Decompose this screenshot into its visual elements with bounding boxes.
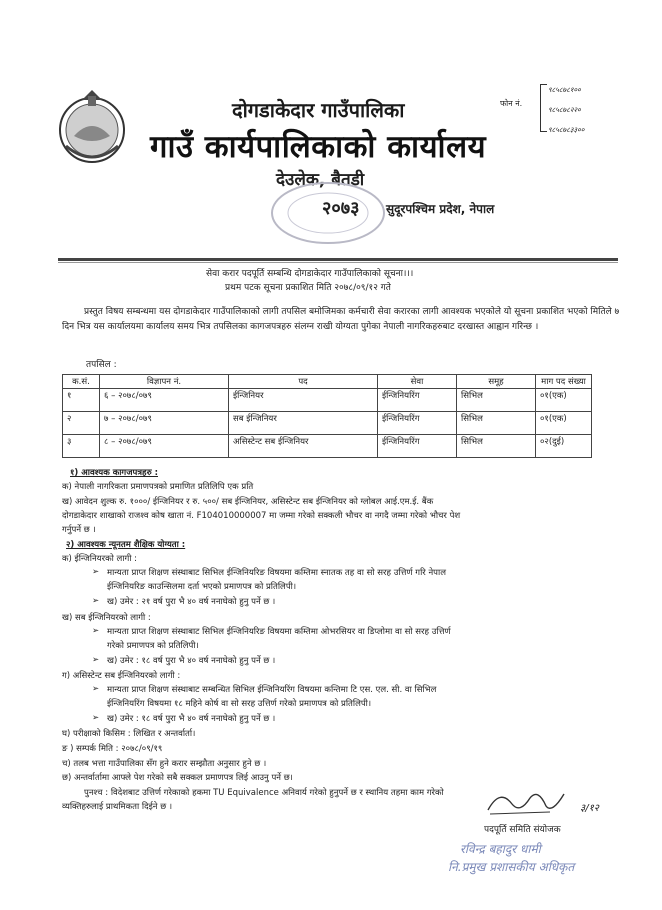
table-cell: ३	[63, 435, 100, 458]
phone-number: ९८५८७८३३००	[548, 126, 585, 134]
salary-note: च) तलब भत्ता गाउँपालिका सँग हुने करार सम्झौता अनुसार हुने छ ।	[62, 759, 267, 769]
phone-label: फोन नं.	[500, 99, 523, 108]
table-cell: २	[63, 412, 100, 435]
table-cell: सिभिल	[457, 412, 536, 435]
municipality-emblem-logo	[52, 86, 132, 166]
table-cell: ईन्जिनियरिंग	[378, 412, 457, 435]
engineer-age: ख) उमेर : २१ वर्ष पुरा भै ४० वर्ष ननाघेको हुनु पर्ने छ ।	[107, 597, 276, 607]
engineer-qualification: मान्यता प्राप्त शिक्षण संस्थाबाट सिभिल ईन्जिनियरिङ विषयमा कम्तिमा स्नातक तह वा सो सरह उत्तिर्ण गरि नेपाल	[107, 568, 446, 578]
arrow-icon: ➢	[92, 684, 100, 694]
signatory-name: रविन्द्र बहादुर धामी	[460, 842, 541, 856]
asst-sub-engineer-age: ख) उमेर : १८ वर्ष पुरा भै ४० वर्ष ननाघेको हुनु पर्ने छ ।	[107, 714, 276, 724]
table-row	[63, 389, 592, 412]
sub-engineer-qualification: मान्यता प्राप्त शिक्षण संस्थाबाट सिभिल ईन्जिनियरिङ विषयमा कम्तिमा ओभरसियर वा डिप्लोमा वा सो सरह उत्तिर्ण	[107, 627, 451, 637]
table-row	[63, 412, 592, 435]
doc-item-fee-cont: दोगडाकेदार शाखाको राजश्व कोष खाता नं. F104010000007 मा जम्मा गरेको सक्कली भौचर वा नगदै जम्मा गरेको भौचर पेश	[62, 511, 461, 521]
notice-body: प्रस्तुत विषय सम्बन्धमा यस दोगडाकेदार गाउँपालिकाको लागी तपसिल बमोजिमका कर्मचारी सेवा करारका लागी आवश्यक भएकोले यो सूचना प्रकाशित भएको मितिले ७ दिन भित्र यस कार्यालयमा कार्यालय समय भित्र तपसिलका कागजपत्रहरु संलग्न राखी योग्यता पुगेका नेपाली नागरिकहरुबाट दरखास्त आह्वान गरिन्छ ।	[62, 307, 620, 332]
signatory-role: पदपूर्ति समिति संयोजक	[484, 825, 561, 835]
signatory-stamp	[448, 840, 574, 876]
phone-brace	[540, 84, 547, 132]
table-cell: ६ – २०७८/०७९	[100, 389, 229, 412]
notice-subtitle: प्रथम पटक सूचना प्रकाशित मिति २०७८/०९/१२ गते	[225, 283, 391, 293]
table-header-row	[63, 375, 592, 389]
table-cell: सब ईन्जिनियर	[229, 412, 378, 435]
column-header: सेवा	[378, 375, 457, 389]
section-heading-documents: १) आवश्यक कागजपत्रहरु :	[70, 468, 159, 478]
column-header: समूह	[457, 375, 536, 389]
column-header: पद	[229, 375, 378, 389]
table-cell: ईन्जिनियर	[229, 389, 378, 412]
contact-date: ङ ) सम्पर्क मिति : २०७८/०९/१९	[62, 744, 163, 754]
header-divider-thin	[58, 262, 618, 263]
exam-type: घ) परीक्षाको किसिम : लिखित र अन्तर्वार्ता।	[62, 729, 196, 739]
asst-sub-engineer-qualification-cont: ईन्जिनियरिंग विषयमा १८ महिने कोर्ष वा सो सरह उत्तिर्ण गरेको प्रमाणपत्र को प्रतिलिपी।	[107, 699, 372, 709]
table-cell: ८ – २०७८/०७९	[100, 435, 229, 458]
signatory-title: नि.प्रमुख प्रशासकीय अधिकृत	[448, 860, 575, 874]
column-header: विज्ञापन नं.	[100, 375, 229, 389]
postscript-note-cont: व्यक्तिहरुलाई प्राथमिकता दिईने छ ।	[62, 802, 173, 812]
phone-number: ९८५८७८१००	[548, 86, 581, 94]
doc-item-citizenship: क) नेपाली नागरिकता प्रमाणपत्रको प्रमाणित प्रतिलिपि एक प्रति	[62, 482, 254, 492]
asst-sub-engineer-qualification: मान्यता प्राप्त शिक्षण संस्थाबाट सम्बन्धित सिभिल ईन्जिनियरिंग विषयमा कन्तिमा टि एस. एल. सी. वा सिभिल	[107, 685, 437, 695]
phone-number: ९८५८७८२२०	[548, 106, 581, 114]
signature-date: ३/१२	[580, 803, 599, 814]
signature-scribble	[480, 780, 580, 820]
office-stamp	[268, 178, 388, 248]
vacancy-table	[62, 374, 592, 458]
engineer-heading: क) ईन्जिनियरको लागी :	[62, 554, 138, 564]
office-location: देउलेक, बैतडी	[276, 170, 365, 190]
table-cell: ईन्जिनियरिंग	[378, 389, 457, 412]
column-header: क.सं.	[63, 375, 100, 389]
table-cell: ७ – २०७८/०७९	[100, 412, 229, 435]
arrow-icon: ➢	[92, 713, 100, 723]
sub-engineer-heading: ख) सब ईन्जिनियरको लागी :	[62, 613, 151, 623]
sub-engineer-age: ख) उमेर : १८ वर्ष पुरा भै ४० वर्ष ननाघेको हुनु पर्ने छ ।	[107, 656, 276, 666]
arrow-icon: ➢	[92, 567, 100, 577]
province-label: सुदूरपश्चिम प्रदेश, नेपाल	[386, 202, 495, 216]
table-cell: ०१(एक)	[536, 412, 592, 435]
table-cell: असिस्टेन्ट सब ईन्जिनियर	[229, 435, 378, 458]
notice-title: सेवा करार पदपूर्ति सम्बन्धि दोगडाकेदार गाउँपालिकाको सूचना।।।	[206, 269, 414, 279]
office-title: गाउँ कार्यपालिकाको कार्यालय	[150, 129, 487, 165]
asst-sub-engineer-heading: ग) असिस्टेन्ट सब ईन्जिनियरको लागी :	[62, 671, 181, 681]
table-cell: ०२(दुई)	[536, 435, 592, 458]
tapasil-label: तपसिल :	[86, 360, 117, 370]
doc-item-fee-end: गर्नुपर्ने छ ।	[62, 525, 96, 535]
column-header: माग पद संख्या	[536, 375, 592, 389]
phone-list	[548, 80, 584, 140]
table-cell: सिभिल	[457, 435, 536, 458]
established-year: २०७३	[322, 198, 360, 219]
engineer-qualification-cont: ईन्जिनियरिङ काउन्सिलमा दर्ता भएको प्रमाणपत्र को प्रतिलिपी।	[107, 582, 297, 592]
section-heading-qualification: २) आवश्यक न्यूनतम शैक्षिक योग्यता :	[66, 540, 186, 550]
table-cell: सिभिल	[457, 389, 536, 412]
arrow-icon: ➢	[92, 655, 100, 665]
sub-engineer-qualification-cont: गरेको प्रमाणपत्र को प्रतिलिपी।	[107, 641, 199, 651]
header-divider	[58, 258, 618, 261]
interview-note: छ) अन्तर्वार्तामा आफ्ले पेश गरेको सबै सक्कल प्रमाणपत्र लिई आउनु पर्ने छ।	[62, 773, 293, 783]
postscript-note: पुनश्च : विदेशबाट उत्तिर्ण गरेकाको हकमा TU Equivalence अनिवार्य गरेको हुनुपर्ने छ र स्थानिय तहमा काम गरेको	[84, 788, 444, 798]
arrow-icon: ➢	[92, 596, 100, 606]
table-cell: ईन्जिनियरिंग	[378, 435, 457, 458]
municipality-name: दोगडाकेदार गाउँपालिका	[232, 98, 405, 122]
arrow-icon: ➢	[92, 626, 100, 636]
table-cell: १	[63, 389, 100, 412]
table-cell: ०१(एक)	[536, 389, 592, 412]
doc-item-fee: ख) आवेदन शुल्क रु. १०००/ ईन्जिनियर र रु. ५००/ सब ईन्जिनियर, असिस्टेन्ट सब ईन्जिनियर को ग्लोबल आई.एम.ई. बैंक	[62, 497, 434, 507]
table-row	[63, 435, 592, 458]
